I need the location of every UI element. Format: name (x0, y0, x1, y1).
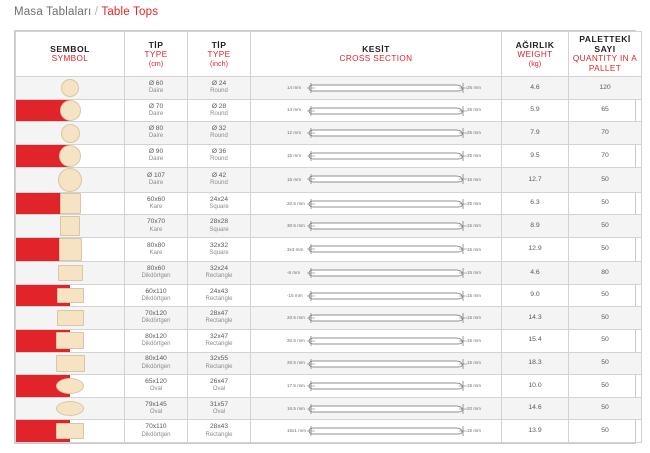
column-header-type-inch-unit: (inch) (210, 58, 228, 68)
cell-type-cm (125, 144, 188, 167)
cross-section-dimension-right: 15 mm (466, 360, 481, 366)
cell-type-inch (188, 284, 251, 307)
column-header-symbol-en: SYMBOL (51, 54, 89, 64)
cell-weight: 7.9 (502, 122, 569, 145)
cross-section-drawing (251, 330, 501, 352)
column-header-symbol (16, 32, 125, 77)
cell-type-cm (125, 284, 188, 307)
symbol-box (16, 215, 124, 237)
cross-section-drawing (251, 100, 501, 122)
shape-round-icon (59, 145, 81, 167)
symbol-box (16, 168, 124, 192)
cell-symbol (16, 122, 125, 145)
column-header-type-inch-en: TYPE (207, 49, 231, 59)
cell-type-inch (188, 329, 251, 352)
type-cm-shape-name: Kare (149, 226, 163, 233)
symbol-box (16, 77, 124, 99)
cross-section-dimension-left: -6 mm (287, 270, 301, 276)
type-cm-shape-name: Dikdörtgen (141, 363, 171, 370)
shape-round-icon (61, 124, 80, 143)
type-inch-shape-name: Round (210, 88, 228, 95)
cell-type-inch (188, 307, 251, 330)
shape-square-icon (60, 193, 81, 214)
table-row (16, 397, 642, 420)
symbol-box (16, 262, 124, 284)
cross-section-dimension-right: 25 mm (466, 152, 481, 158)
cross-section-drawing (251, 420, 501, 442)
cell-pallet-quantity: 50 (569, 238, 642, 262)
cell-weight: 12.9 (502, 238, 569, 262)
column-header-type-inch-tr: TİP (211, 39, 227, 50)
type-inch-value: Ø 32 (211, 125, 227, 133)
cell-type-inch (188, 77, 251, 100)
page-title-tr: Masa Tablaları (14, 6, 92, 18)
shape-square-icon (60, 216, 80, 236)
table-row (16, 99, 642, 122)
type-cm-shape-name: Dikdörtgen (141, 318, 171, 325)
column-header-cross-section (251, 32, 502, 77)
table-row (16, 144, 642, 167)
cell-symbol (16, 77, 125, 100)
cell-pallet-quantity: 50 (569, 215, 642, 238)
cell-type-inch (188, 238, 251, 262)
table-header-row (16, 32, 642, 77)
cell-weight: 13.9 (502, 420, 569, 443)
type-cm-value: Ø 80 (148, 125, 164, 133)
page-title (14, 6, 158, 18)
cell-symbol (16, 375, 125, 398)
type-cm-value: Ø 90 (148, 147, 164, 155)
symbol-box (16, 398, 124, 420)
cross-section-drawing (251, 375, 501, 397)
shape-rect-icon (56, 355, 85, 372)
symbol-box (16, 330, 124, 352)
symbol-box (16, 375, 124, 397)
cell-weight: 8.9 (502, 215, 569, 238)
type-cm-value: 70x120 (145, 310, 167, 318)
column-header-weight-unit: (kg) (528, 58, 542, 68)
cross-section-dimension-left: 16.5 mm (287, 405, 305, 411)
type-cm-shape-name: Oval (149, 386, 163, 393)
type-cm-value: 80x140 (145, 355, 167, 363)
cell-symbol (16, 329, 125, 352)
cell-type-inch (188, 397, 251, 420)
type-cm-shape-name: Dikdörtgen (141, 431, 171, 438)
cell-weight: 4.6 (502, 77, 569, 100)
cross-section-drawing (251, 145, 501, 167)
type-cm-value: 60x60 (147, 195, 165, 203)
cell-type-cm (125, 420, 188, 443)
cell-cross-section (251, 192, 502, 215)
cell-pallet-quantity: 50 (569, 307, 642, 330)
cell-type-cm (125, 352, 188, 375)
cell-type-cm (125, 375, 188, 398)
type-cm-shape-name: Daire (148, 180, 164, 187)
type-inch-value: 28x47 (210, 310, 228, 318)
cell-pallet-quantity: 50 (569, 397, 642, 420)
type-cm-value: 80x80 (147, 241, 165, 249)
cross-section-drawing (251, 193, 501, 215)
type-inch-value: 31x57 (210, 400, 228, 408)
cross-section-drawing (251, 215, 501, 237)
cell-weight: 18.3 (502, 352, 569, 375)
page-title-en: Table Tops (101, 6, 159, 18)
table-row (16, 375, 642, 398)
cell-weight: 14.6 (502, 397, 569, 420)
cell-cross-section (251, 375, 502, 398)
type-cm-shape-name: Oval (149, 408, 163, 415)
column-header-weight-en: WEIGHT (517, 49, 553, 59)
cell-pallet-quantity: 50 (569, 352, 642, 375)
symbol-box (16, 100, 124, 122)
cell-type-inch (188, 262, 251, 285)
column-header-pallet-en: QUANTITY IN A PALLET (572, 54, 638, 74)
table-body (16, 77, 642, 443)
cell-type-inch (188, 192, 251, 215)
cell-type-cm (125, 192, 188, 215)
type-cm-shape-name: Kare (149, 204, 163, 211)
cross-section-dimension-left: 14 mm (287, 107, 302, 113)
cross-section-dimension-left: 12 mm (287, 130, 302, 136)
type-cm-value: Ø 70 (148, 102, 164, 110)
type-inch-shape-name: Rectangle (205, 318, 233, 325)
type-cm-shape-name: Daire (148, 110, 164, 117)
cell-weight: 14.3 (502, 307, 569, 330)
cross-section-dimension-right: 16 mm (466, 176, 481, 182)
cell-cross-section (251, 238, 502, 262)
cross-section-drawing (251, 285, 501, 307)
type-inch-shape-name: Rectangle (205, 295, 233, 302)
type-cm-value: 80x60 (147, 265, 165, 273)
table-row (16, 329, 642, 352)
type-inch-value: Ø 42 (211, 171, 227, 179)
cell-pallet-quantity: 50 (569, 284, 642, 307)
cell-symbol (16, 420, 125, 443)
cell-cross-section (251, 284, 502, 307)
column-header-type-cm (125, 32, 188, 77)
type-cm-value: Ø 107 (147, 171, 165, 179)
type-cm-shape-name: Dikdörtgen (141, 295, 171, 302)
cell-symbol (16, 99, 125, 122)
cell-cross-section (251, 329, 502, 352)
table-header (16, 32, 642, 77)
column-header-weight-tr: AĞIRLIK (515, 39, 555, 50)
cross-section-drawing (251, 122, 501, 144)
table-row (16, 77, 642, 100)
cell-symbol (16, 307, 125, 330)
cell-type-cm (125, 215, 188, 238)
cross-section-dimension-left: 17.5 mm (287, 383, 305, 389)
type-cm-shape-name: Dikdörtgen (141, 273, 171, 280)
type-cm-shape-name: Kare (149, 249, 163, 256)
cell-symbol (16, 397, 125, 420)
type-inch-value: 28x28 (210, 218, 228, 226)
column-header-symbol-tr: SEMBOL (50, 44, 90, 55)
cell-pallet-quantity: 50 (569, 192, 642, 215)
table-row (16, 262, 642, 285)
cell-symbol (16, 352, 125, 375)
cross-section-dimension-right: 15 mm (466, 383, 481, 389)
shape-oval-icon (56, 378, 84, 394)
cross-section-dimension-left: 15 mm (287, 176, 302, 182)
cell-type-cm (125, 238, 188, 262)
type-inch-shape-name: Oval (212, 408, 226, 415)
type-inch-shape-name: Round (210, 133, 228, 140)
cross-section-drawing (251, 398, 501, 420)
cross-section-dimension-right: 15 mm (466, 337, 481, 343)
cell-type-inch (188, 375, 251, 398)
cell-type-inch (188, 144, 251, 167)
cross-section-dimension-right: 25 mm (466, 200, 481, 206)
cross-section-drawing (251, 238, 501, 261)
type-inch-shape-name: Round (210, 180, 228, 187)
type-inch-shape-name: Oval (212, 386, 226, 393)
type-cm-shape-name: Daire (148, 156, 164, 163)
cell-pallet-quantity: 50 (569, 420, 642, 443)
cell-symbol (16, 144, 125, 167)
cell-cross-section (251, 397, 502, 420)
cell-symbol (16, 215, 125, 238)
cell-type-inch (188, 420, 251, 443)
table-row (16, 122, 642, 145)
table-tops-spec-table (15, 31, 642, 443)
cell-cross-section (251, 420, 502, 443)
cell-type-cm (125, 262, 188, 285)
cell-type-inch (188, 122, 251, 145)
cross-section-dimension-right: 20 mm (466, 405, 481, 411)
column-header-type-cm-en: TYPE (144, 49, 168, 59)
type-inch-value: 28x43 (210, 423, 228, 431)
cell-pallet-quantity: 80 (569, 262, 642, 285)
cross-section-dimension-left: 20.5 mm (287, 360, 305, 366)
cross-section-drawing (251, 307, 501, 329)
column-header-weight (502, 32, 569, 77)
cell-symbol (16, 262, 125, 285)
type-inch-shape-name: Rectangle (205, 363, 233, 370)
cross-section-dimension-left: 30.5 mm (287, 223, 305, 229)
type-inch-value: 32x55 (210, 355, 228, 363)
cell-weight: 15.4 (502, 329, 569, 352)
type-inch-shape-name: Rectangle (205, 273, 233, 280)
cell-weight: 5.9 (502, 99, 569, 122)
cell-symbol (16, 192, 125, 215)
shape-round-icon (58, 168, 82, 192)
cell-symbol (16, 167, 125, 192)
table-row (16, 352, 642, 375)
cell-cross-section (251, 215, 502, 238)
column-header-cross-section-en: CROSS SECTION (339, 54, 413, 64)
cross-section-dimension-right: 15 mm (466, 292, 481, 298)
shape-rect-icon (57, 288, 84, 303)
cross-section-dimension-left: -15 mm (287, 292, 303, 298)
column-header-pallet (569, 32, 642, 77)
cross-section-dimension-left: 16x1 mm (287, 428, 306, 434)
type-cm-value: 70x70 (147, 218, 165, 226)
cross-section-dimension-left: 14 mm (287, 84, 302, 90)
cross-section-dimension-right: 15 mm (466, 428, 481, 434)
cross-section-dimension-right: 25 mm (466, 107, 481, 113)
cross-section-drawing (251, 262, 501, 284)
cell-cross-section (251, 307, 502, 330)
column-header-cross-section-tr: KESİT (362, 44, 390, 55)
shape-rect-icon (56, 332, 84, 349)
symbol-box (16, 145, 124, 167)
table-row (16, 420, 642, 443)
cell-weight: 6.3 (502, 192, 569, 215)
cross-section-dimension-right: 15 mm (466, 246, 481, 252)
type-inch-value: 26x47 (210, 378, 228, 386)
type-cm-value: 79x145 (145, 400, 167, 408)
cross-section-dimension-left: 15 mm (287, 152, 302, 158)
cell-weight: 12.7 (502, 167, 569, 192)
cell-pallet-quantity: 65 (569, 99, 642, 122)
cell-cross-section (251, 122, 502, 145)
cross-section-dimension-left: 20.5 mm (287, 200, 305, 206)
cross-section-dimension-left: 20.5 mm (287, 337, 305, 343)
cell-type-inch (188, 167, 251, 192)
cell-pallet-quantity: 50 (569, 329, 642, 352)
cross-section-drawing (251, 353, 501, 375)
cell-cross-section (251, 99, 502, 122)
type-cm-value: 60x110 (145, 287, 167, 295)
table-row (16, 284, 642, 307)
shape-round-icon (60, 100, 81, 121)
cross-section-dimension-right: 25 mm (466, 130, 481, 136)
cell-type-cm (125, 99, 188, 122)
cross-section-dimension-left: 3x3 mm (287, 246, 304, 252)
cell-pallet-quantity: 120 (569, 77, 642, 100)
type-inch-shape-name: Square (209, 249, 229, 256)
cell-type-inch (188, 352, 251, 375)
type-cm-value: 70x110 (145, 423, 167, 431)
cell-type-inch (188, 215, 251, 238)
table-row (16, 307, 642, 330)
cell-cross-section (251, 77, 502, 100)
cell-cross-section (251, 167, 502, 192)
cross-section-dimension-right: 15 mm (466, 270, 481, 276)
type-inch-value: Ø 28 (211, 102, 227, 110)
column-header-type-cm-unit: (cm) (148, 58, 164, 68)
symbol-box (16, 238, 124, 261)
type-inch-value: Ø 24 (211, 79, 227, 87)
type-inch-value: 32x47 (210, 332, 228, 340)
cell-pallet-quantity: 70 (569, 144, 642, 167)
cell-type-cm (125, 167, 188, 192)
cross-section-dimension-right: 15 mm (466, 315, 481, 321)
type-cm-shape-name: Daire (148, 133, 164, 140)
cell-weight: 10.0 (502, 375, 569, 398)
cell-type-cm (125, 397, 188, 420)
type-cm-value: 80x120 (145, 332, 167, 340)
symbol-box (16, 285, 124, 307)
page-title-separator: / (91, 6, 102, 18)
cell-type-cm (125, 77, 188, 100)
type-inch-shape-name: Square (209, 204, 229, 211)
cell-symbol (16, 284, 125, 307)
cell-cross-section (251, 352, 502, 375)
column-header-type-inch (188, 32, 251, 77)
table-row (16, 215, 642, 238)
column-header-pallet-tr: PALETTEKİ SAYI (579, 34, 631, 55)
table-row (16, 192, 642, 215)
cell-type-cm (125, 329, 188, 352)
symbol-box (16, 122, 124, 144)
cell-symbol (16, 238, 125, 262)
type-inch-value: 24x43 (210, 287, 228, 295)
table-row (16, 167, 642, 192)
shape-round-icon (61, 79, 79, 97)
shape-square-icon (59, 238, 82, 261)
type-inch-shape-name: Round (210, 156, 228, 163)
cross-section-dimension-right: 25 mm (466, 84, 481, 90)
cell-type-inch (188, 99, 251, 122)
shape-rect-icon (57, 310, 84, 326)
column-header-type-cm-tr: TİP (148, 39, 164, 50)
cross-section-drawing (251, 168, 501, 192)
type-inch-value: 24x24 (210, 195, 228, 203)
cross-section-dimension-right: 15 mm (466, 223, 481, 229)
symbol-box (16, 353, 124, 375)
shape-rect-icon (58, 265, 83, 281)
type-inch-shape-name: Rectangle (205, 341, 233, 348)
type-cm-value: Ø 60 (148, 79, 164, 87)
shape-rect-icon (56, 423, 84, 439)
cell-weight: 9.0 (502, 284, 569, 307)
type-inch-value: Ø 36 (211, 147, 227, 155)
cell-cross-section (251, 144, 502, 167)
type-inch-value: 32x32 (210, 241, 228, 249)
cell-pallet-quantity: 50 (569, 375, 642, 398)
cell-type-cm (125, 307, 188, 330)
spec-table-container (14, 30, 636, 444)
cross-section-dimension-left: 20.5 mm (287, 315, 305, 321)
cell-weight: 9.5 (502, 144, 569, 167)
cell-type-cm (125, 122, 188, 145)
type-inch-shape-name: Square (209, 226, 229, 233)
cell-weight: 4.6 (502, 262, 569, 285)
cell-pallet-quantity: 50 (569, 167, 642, 192)
symbol-box (16, 307, 124, 329)
shape-oval-icon (56, 401, 84, 416)
cell-pallet-quantity: 70 (569, 122, 642, 145)
type-inch-shape-name: Round (210, 110, 228, 117)
type-inch-shape-name: Rectangle (205, 431, 233, 438)
type-cm-value: 65x120 (145, 378, 167, 386)
symbol-box (16, 193, 124, 215)
type-inch-value: 32x24 (210, 265, 228, 273)
symbol-box (16, 420, 124, 442)
cross-section-drawing (251, 77, 501, 99)
table-row (16, 238, 642, 262)
type-cm-shape-name: Dikdörtgen (141, 341, 171, 348)
cell-cross-section (251, 262, 502, 285)
type-cm-shape-name: Daire (148, 88, 164, 95)
